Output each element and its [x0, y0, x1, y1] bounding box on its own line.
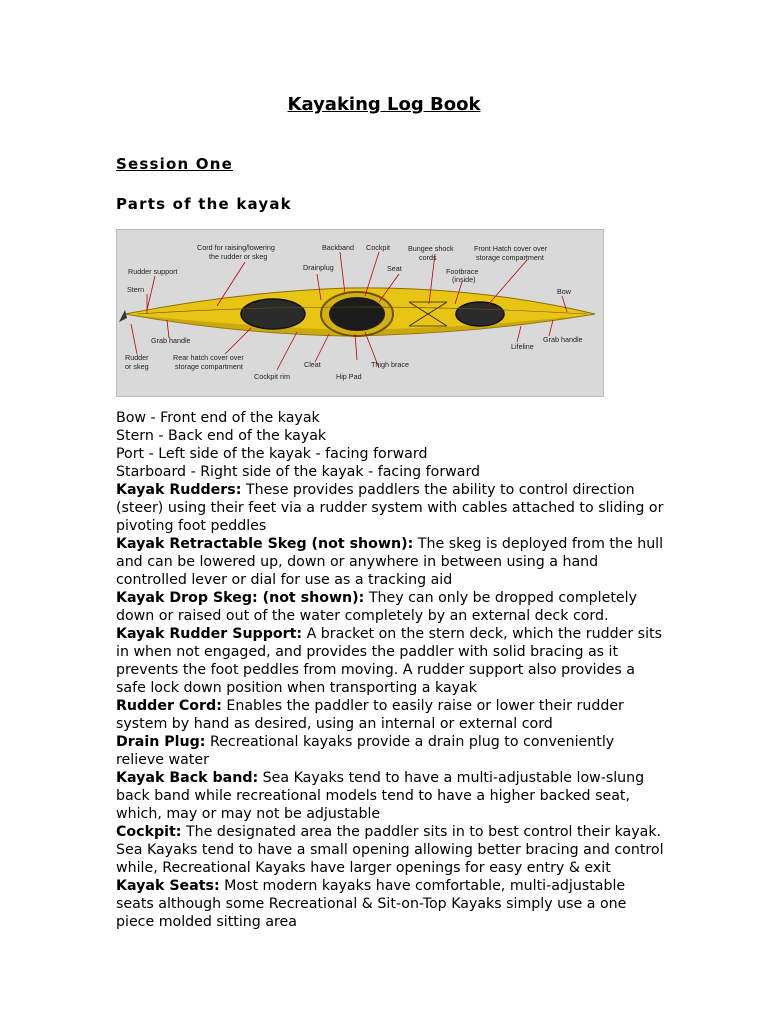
definition-text: Starboard - Right side of the kayak - facing forward — [116, 464, 481, 480]
parts-heading: Parts of the kayak — [116, 195, 292, 213]
definition-item — [116, 733, 664, 769]
definition-text: Sea Kayaks tend to have a multi-adjustable low-slung back band while recreational models tend to have a higher backed seat, which, may or may not be adjustable — [116, 770, 645, 822]
definition-item — [116, 427, 664, 445]
label-rudder-support: Rudder support — [128, 267, 178, 276]
page-title: Kayaking Log Book — [287, 94, 481, 115]
label-cockpit-rim: Cockpit rim — [254, 372, 290, 381]
definition-text: A bracket on the stern deck, which the rudder sits in when not engaged, and provides the paddler with solid bracing as it prevents the foot peddles from moving. A rudder support also provides a safe lock down position when transporting a kayak — [116, 626, 662, 696]
front-hatch — [456, 302, 504, 326]
definition-item — [116, 769, 664, 823]
label-rudder-or-skeg: Rudder or skeg — [125, 353, 149, 371]
label-grab-handle-right: Grab handle — [543, 335, 583, 344]
label-drainplug: Drainplug — [303, 263, 334, 272]
label-bow: Bow — [557, 287, 571, 296]
label-stern: Stern — [127, 285, 145, 294]
label-thigh-brace: Thigh brace — [371, 360, 409, 369]
definition-text: These provides paddlers the ability to control direction (steer) using their feet via a rudder system with cables attached to sliding or pivoting foot peddles — [116, 482, 664, 534]
label-cleat: Cleat — [304, 360, 321, 369]
label-lifeline: Lifeline — [511, 342, 534, 351]
label-grab-handle-left: Grab handle — [151, 336, 191, 345]
definition-item — [116, 535, 664, 589]
definition-item — [116, 697, 664, 733]
label-front-hatch: Front Hatch cover over storage compartment — [474, 244, 548, 262]
definition-term: Cockpit: — [116, 824, 182, 840]
definition-term: Kayak Rudders: — [116, 482, 242, 498]
label-seat: Seat — [387, 264, 402, 273]
definition-item — [116, 589, 664, 625]
label-hip-pad: Hip Pad — [336, 372, 362, 381]
definition-text: The skeg is deployed from the hull and can be lowered up, down or anywhere in between using a hand controlled lever or dial for use as a tracking aid — [116, 536, 664, 588]
definition-term: Drain Plug: — [116, 734, 206, 750]
definition-item — [116, 823, 664, 877]
label-bungee: Bungee shock cords — [408, 244, 454, 262]
label-backband: Backband — [322, 243, 354, 252]
definition-text: Enables the paddler to easily raise or lower their rudder system by hand as desired, using an internal or external cord — [116, 698, 624, 732]
label-cockpit: Cockpit — [366, 243, 390, 252]
kayak-diagram-svg — [117, 230, 603, 396]
definition-text: Bow - Front end of the kayak — [116, 410, 320, 426]
label-cord: Cord for raising/lowering the rudder or skeg — [197, 243, 275, 261]
definition-text: Stern - Back end of the kayak — [116, 428, 327, 444]
definition-text: Port - Left side of the kayak - facing forward — [116, 446, 428, 462]
definition-term: Kayak Seats: — [116, 878, 220, 894]
definition-item — [116, 463, 664, 481]
rear-hatch — [241, 299, 305, 329]
definition-term: Rudder Cord: — [116, 698, 222, 714]
definition-term: Kayak Back band: — [116, 770, 259, 786]
definition-item — [116, 445, 664, 463]
definition-text: The designated area the paddler sits in to best control their kayak. Sea Kayaks tend to have a small opening allowing better bracing and control while, Recreational Kayaks have larger openings for easy entry & exit — [116, 824, 664, 876]
definition-text: Recreational kayaks provide a drain plug to conveniently relieve water — [116, 734, 615, 768]
kayak-diagram — [116, 229, 604, 397]
definition-item — [116, 877, 664, 931]
label-footbrace: Footbrace (inside) — [446, 267, 479, 284]
definition-item — [116, 409, 664, 427]
definitions-list — [116, 409, 664, 931]
definition-item — [116, 625, 664, 697]
definition-term: Kayak Rudder Support: — [116, 626, 303, 642]
definition-term: Kayak Retractable Skeg (not shown): — [116, 536, 414, 552]
session-heading: Session One — [116, 155, 233, 173]
label-rear-hatch: Rear hatch cover over storage compartment — [173, 353, 244, 371]
definition-term: Kayak Drop Skeg: (not shown): — [116, 590, 365, 606]
definition-text: Most modern kayaks have comfortable, multi-adjustable seats although some Recreational & Sit-on-Top Kayaks simply use a one piece molded sitting area — [116, 878, 627, 930]
definition-item — [116, 481, 664, 535]
definition-text: They can only be dropped completely down or raised out of the water completely by an external deck cord. — [116, 590, 637, 624]
cockpit-opening — [329, 297, 385, 331]
rudder — [119, 310, 127, 322]
